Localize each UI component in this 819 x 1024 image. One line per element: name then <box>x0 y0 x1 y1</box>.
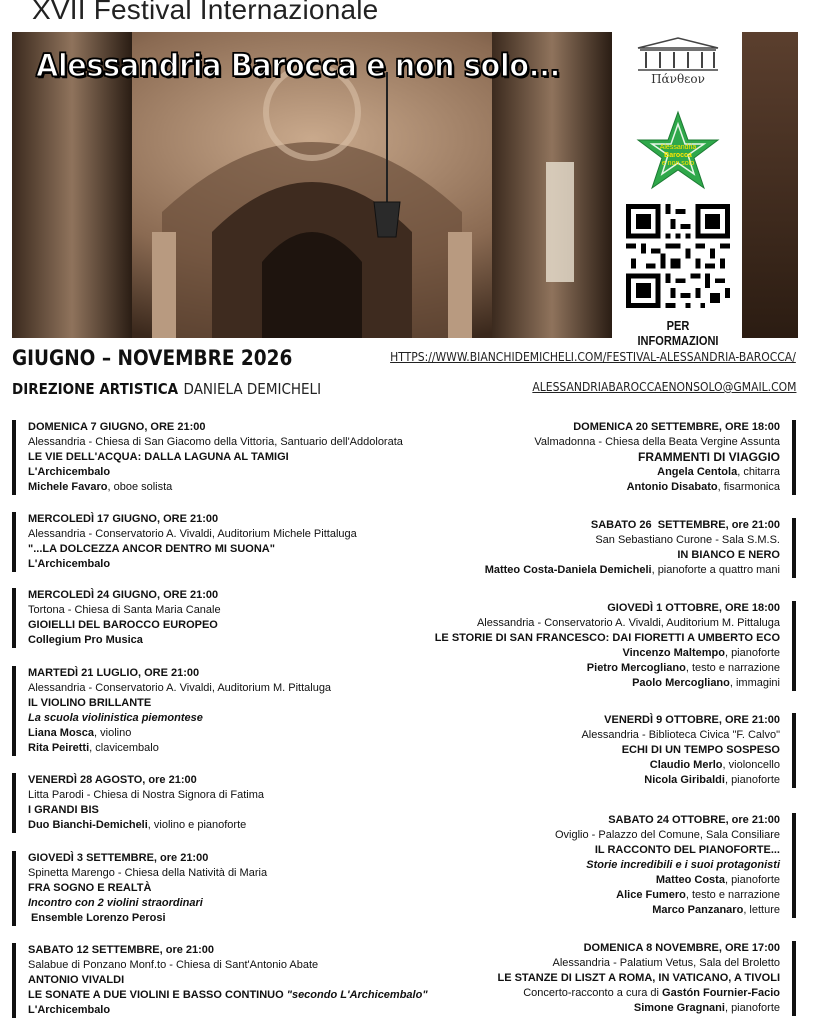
event-right-6 <box>497 941 796 1016</box>
event-performer: Michele Favaro, oboe solista <box>28 481 173 493</box>
pantheon-logo <box>630 36 726 94</box>
event-venue: Spinetta Marengo - Chiesa della Natività di Maria <box>28 867 268 879</box>
event-performer: Simone Gragnani, pianoforte <box>633 1002 780 1014</box>
event-venue: Alessandria - Conservatorio A. Vivaldi, Auditorium M. Pittaluga <box>476 617 780 629</box>
event-performer: Duo Bianchi-Demicheli, violino e pianoforte <box>28 819 247 831</box>
event-subtitle: Storie incredibili e i suoi protagonisti <box>586 859 780 871</box>
event-performer: Matteo Costa-Daniela Demicheli, pianoforte a quattro mani <box>484 564 780 576</box>
event-venue: Alessandria - Chiesa di San Giacomo della Vittoria, Santuario dell'Addolorata <box>28 436 403 448</box>
festival-dates: GIUGNO – NOVEMBRE 2026 <box>12 346 293 370</box>
event-date: SABATO 12 SETTEMBRE, ore 21:00 <box>28 944 215 956</box>
event-ensemble: L'Archicembalo <box>28 466 111 478</box>
event-ensemble: Collegium Pro Musica <box>28 634 143 646</box>
event-left-2 <box>12 512 357 572</box>
event-venue: Alessandria - Conservatorio A. Vivaldi, Auditorium Michele Pittaluga <box>28 528 357 540</box>
hero-title: Alessandria Barocca e non solo... <box>36 48 561 84</box>
event-date: DOMENICA 8 NOVEMBRE, ORE 17:00 <box>583 942 780 954</box>
event-ensemble: L'Archicembalo <box>28 558 111 570</box>
event-venue: Valmadonna - Chiesa della Beata Vergine Assunta <box>534 436 780 448</box>
event-title: "...LA DOLCEZZA ANCOR DENTRO MI SUONA" <box>28 543 275 555</box>
event-date: MARTEDÌ 21 LUGLIO, ORE 21:00 <box>28 667 200 679</box>
event-performer: Angela Centola, chitarra <box>657 466 780 478</box>
event-title: LE STANZE DI LISZT A ROMA, IN VATICANO, A TIVOLI <box>497 972 780 984</box>
event-left-6 <box>12 851 267 926</box>
event-performer: Pietro Mercogliano, testo e narrazione <box>586 662 780 674</box>
event-date: MERCOLEDÌ 17 GIUGNO, ORE 21:00 <box>28 513 219 525</box>
direction-label: DIREZIONE ARTISTICA <box>12 380 179 398</box>
event-title: FRAMMENTI DI VIAGGIO <box>638 450 780 464</box>
qr-code[interactable] <box>626 204 730 308</box>
event-venue: Tortona - Chiesa di Santa Maria Canale <box>28 604 221 616</box>
event-performer: Alice Fumero, testo e narrazione <box>616 889 780 901</box>
per-informazioni-label: PER INFORMAZIONI <box>637 318 719 348</box>
website-link[interactable]: HTTPS://WWW.BIANCHIDEMICHELI.COM/FESTIVAL-ALESSANDRIA-BAROCCA/ <box>390 350 796 364</box>
event-subtitle: Incontro con 2 violini straordinari <box>28 897 203 909</box>
event-performer: Marco Panzanaro, letture <box>652 904 780 916</box>
event-title: IN BIANCO E NERO <box>677 549 780 561</box>
artistic-direction <box>12 380 321 398</box>
event-performer: Antonio Disabato, fisarmonica <box>626 481 780 493</box>
event-left-3 <box>12 588 221 648</box>
event-date: SABATO 24 OTTOBRE, ore 21:00 <box>608 814 780 826</box>
event-subtitle: La scuola violinistica piemontese <box>28 712 203 724</box>
email-link[interactable]: ALESSANDRIABAROCCAENONSOLO@GMAIL.COM <box>531 380 796 394</box>
direction-name: DANIELA DEMICHELI <box>183 380 322 398</box>
event-title: IL RACCONTO DEL PIANOFORTE... <box>594 844 780 856</box>
event-venue: Litta Parodi - Chiesa di Nostra Signora di Fatima <box>28 789 264 801</box>
event-performer: Rita Peiretti, clavicembalo <box>28 742 159 754</box>
event-date: SABATO 26 SETTEMBRE, ore 21:00 <box>590 519 780 531</box>
pantheon-label: Πάνθεον <box>651 72 705 86</box>
event-right-5 <box>555 813 796 918</box>
hero-photo <box>12 32 612 338</box>
event-venue: San Sebastiano Curone - Sala S.M.S. <box>595 534 780 546</box>
event-performer: Liana Mosca, violino <box>28 727 132 739</box>
event-left-1 <box>12 420 403 495</box>
event-note: Concerto-racconto a cura di Gastón Fournier-Facio <box>523 987 780 999</box>
event-ensemble: L'Archicembalo <box>28 1004 111 1016</box>
event-performer: Matteo Costa, pianoforte <box>655 874 780 886</box>
event-venue: Oviglio - Palazzo del Comune, Sala Consiliare <box>555 829 780 841</box>
star-logo-text: Alessandria Barocca e non solo <box>659 144 697 167</box>
event-right-4 <box>581 713 796 788</box>
star-logo <box>632 110 724 200</box>
event-date: DOMENICA 7 GIUGNO, ORE 21:00 <box>28 421 206 433</box>
event-performer: Nicola Giribaldi, pianoforte <box>644 774 780 786</box>
event-title: GIOIELLI DEL BAROCCO EUROPEO <box>28 619 218 631</box>
event-performer: Claudio Merlo, violoncello <box>649 759 780 771</box>
temple-icon <box>630 36 726 72</box>
event-title-2: LE SONATE A DUE VIOLINI E BASSO CONTINUO "secondo L'Archicembalo" <box>28 989 428 1001</box>
event-title: LE STORIE DI SAN FRANCESCO: DAI FIORETTI A UMBERTO ECO <box>434 632 780 644</box>
event-right-3 <box>435 601 796 691</box>
event-title: LE VIE DELL'ACQUA: DALLA LAGUNA AL TAMIGI <box>28 451 289 463</box>
event-venue: Salabue di Ponzano Monf.to - Chiesa di Sant'Antonio Abate <box>28 959 319 971</box>
event-right-1 <box>534 420 796 495</box>
event-title: I GRANDI BIS <box>28 804 99 816</box>
festival-label: XVII Festival Internazionale <box>32 0 379 25</box>
event-venue: Alessandria - Conservatorio A. Vivaldi, Auditorium M. Pittaluga <box>28 682 332 694</box>
event-ensemble: Ensemble Lorenzo Perosi <box>28 912 166 924</box>
event-date: MERCOLEDÌ 24 GIUGNO, ORE 21:00 <box>28 589 219 601</box>
event-title: IL VIOLINO BRILLANTE <box>28 697 152 709</box>
event-title: ANTONIO VIVALDI <box>28 974 125 986</box>
event-title: ECHI DI UN TEMPO SOSPESO <box>621 744 780 756</box>
event-left-7 <box>12 943 428 1018</box>
event-date: VENERDÌ 28 AGOSTO, ore 21:00 <box>28 774 197 786</box>
event-performer: Paolo Mercogliano, immagini <box>632 677 780 689</box>
side-photo <box>742 32 798 338</box>
event-left-4 <box>12 666 331 756</box>
event-date: DOMENICA 20 SETTEMBRE, ORE 18:00 <box>573 421 780 433</box>
event-left-5 <box>12 773 264 833</box>
event-date: GIOVEDÌ 1 OTTOBRE, ORE 18:00 <box>607 602 780 614</box>
event-venue: Alessandria - Biblioteca Civica "F. Calvo" <box>581 729 780 741</box>
event-venue: Alessandria - Palatium Vetus, Sala del Broletto <box>552 957 780 969</box>
logo-column <box>622 32 734 348</box>
event-date: GIOVEDÌ 3 SETTEMBRE, ore 21:00 <box>28 852 209 864</box>
event-title: FRA SOGNO E REALTÀ <box>28 882 152 894</box>
event-right-2 <box>485 518 796 578</box>
event-performer: Vincenzo Maltempo, pianoforte <box>622 647 780 659</box>
event-date: VENERDÌ 9 OTTOBRE, ORE 21:00 <box>604 714 780 726</box>
